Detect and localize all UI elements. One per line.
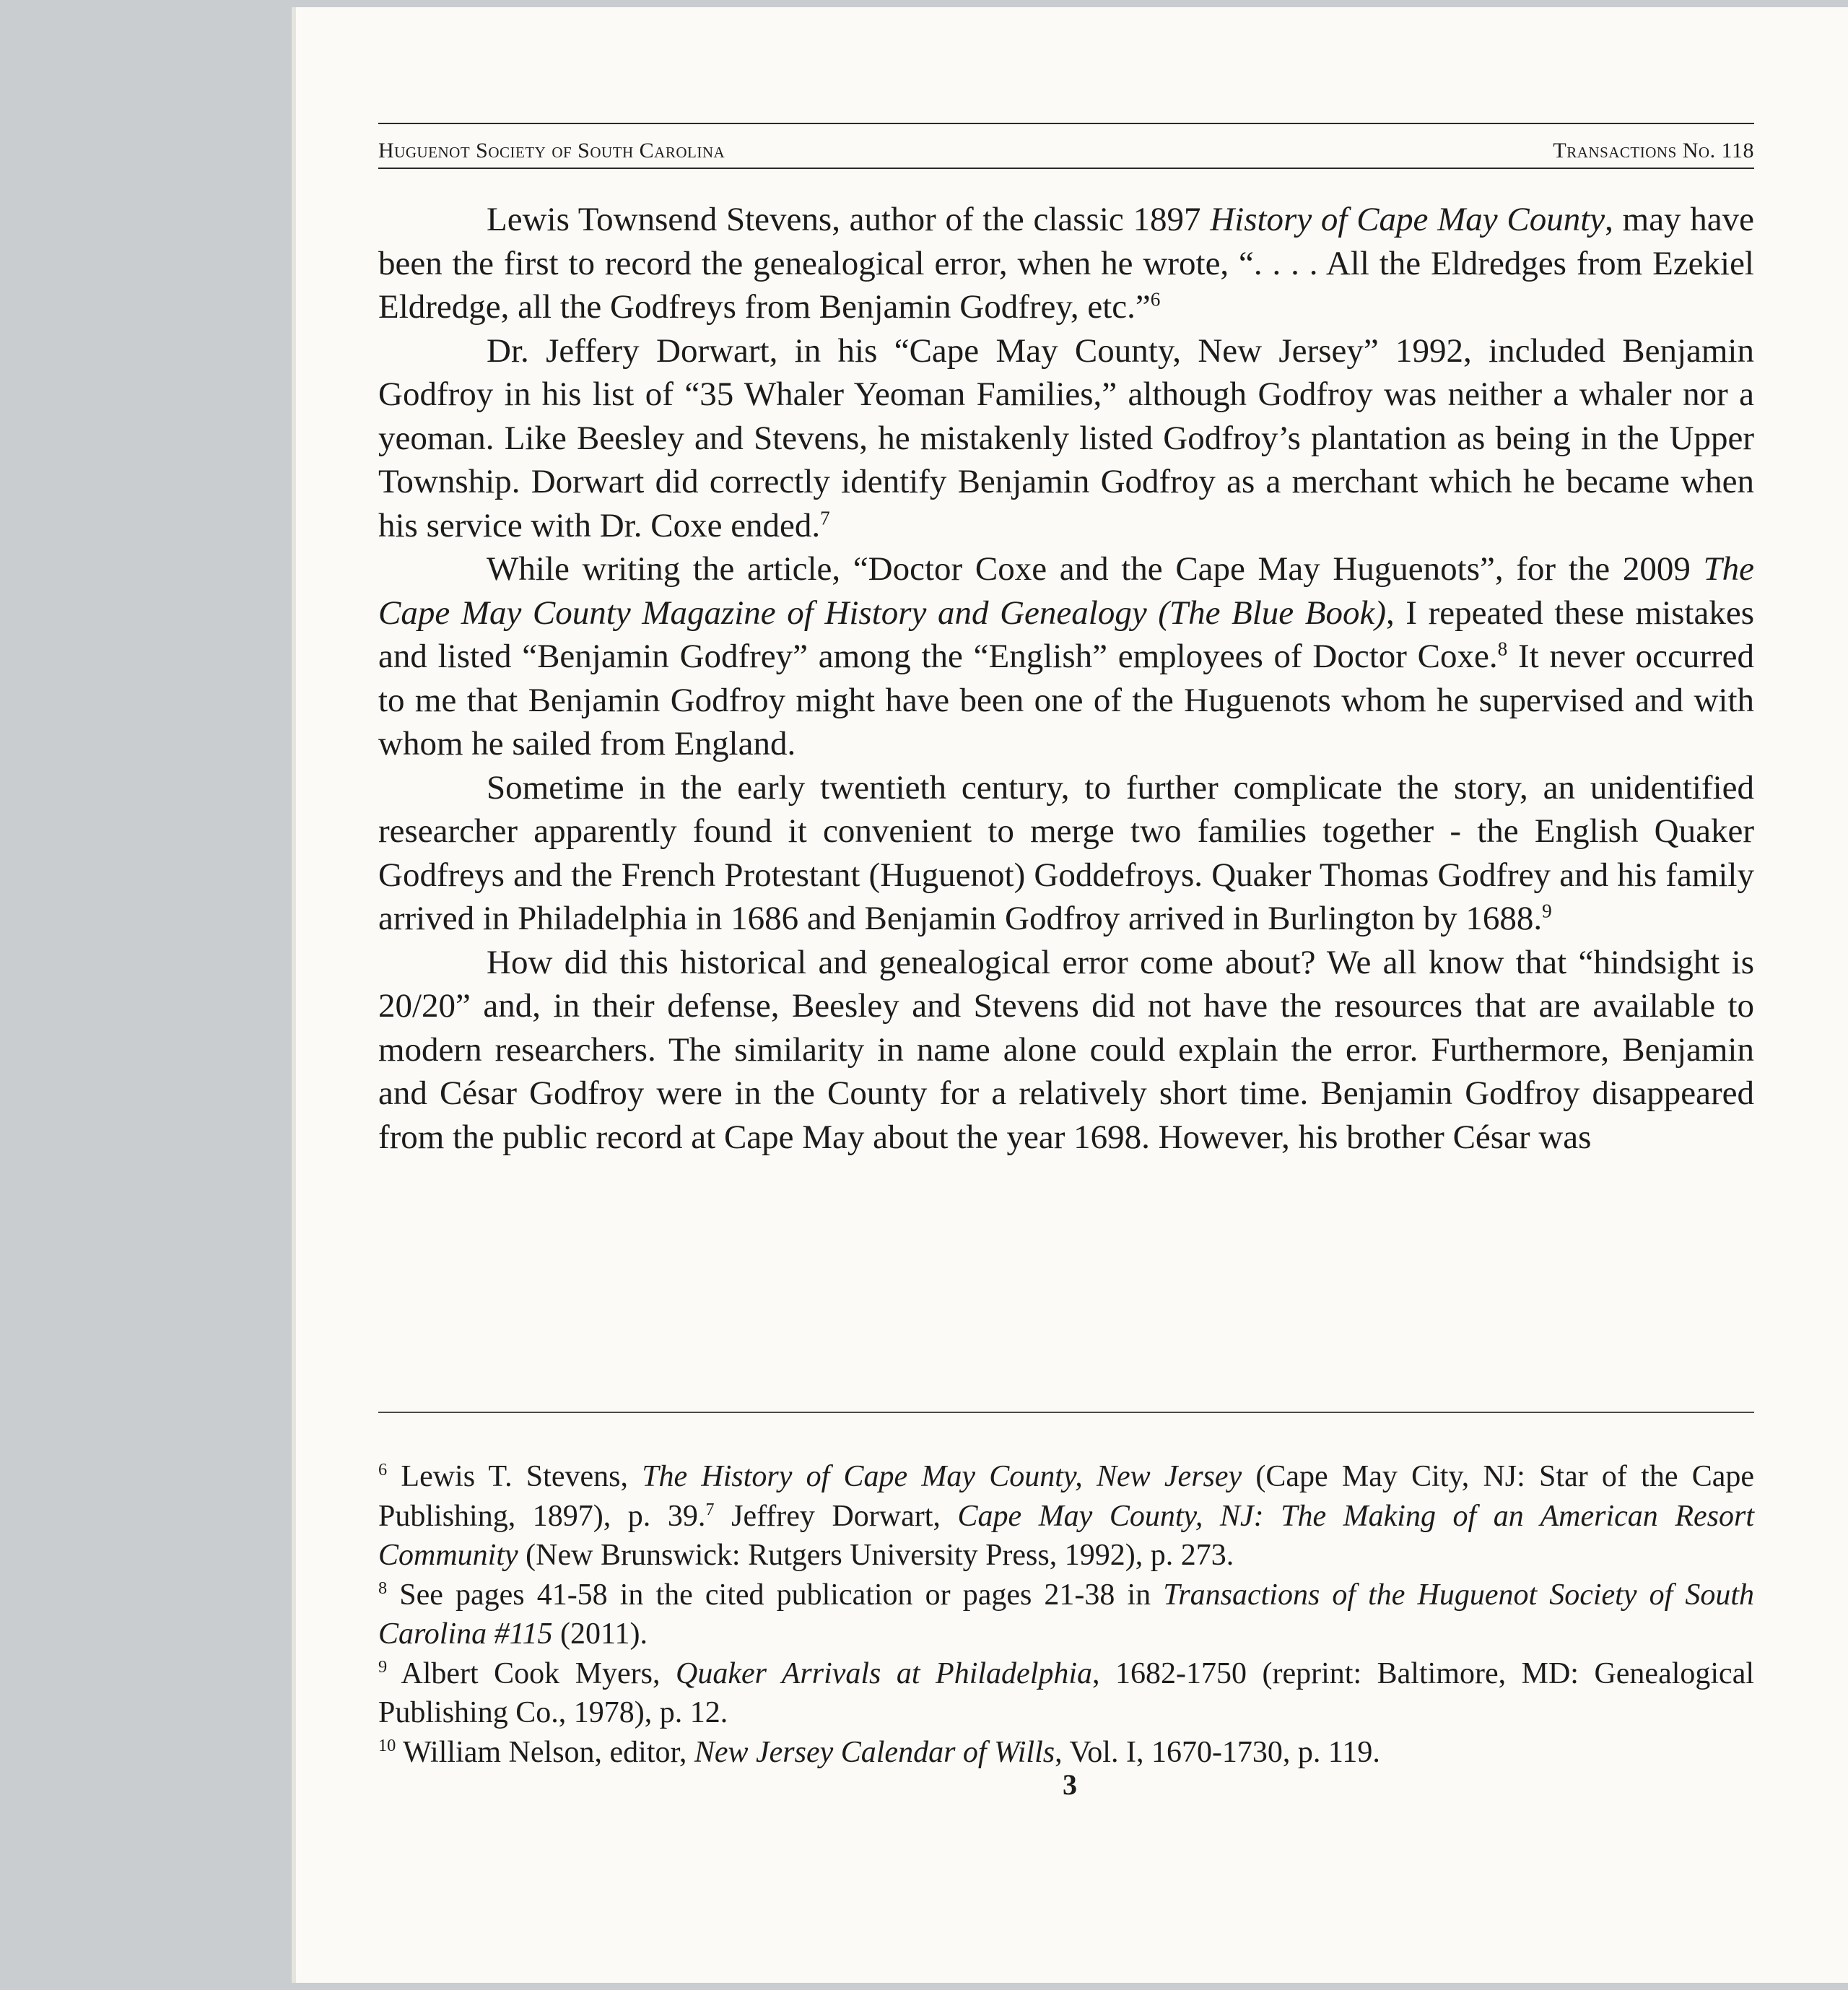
footnote-divider — [378, 1412, 1754, 1413]
running-header — [378, 123, 1754, 169]
paragraph-1: Lewis Townsend Stevens, author of the classic 1897 History of Cape May County, may have been the first to record the genealogical error, when he wrote, “. . . . All the Eldredges from Ezekiel Eldredge, all the Godfreys from Benjamin Godfrey, etc.”$^6$ — [378, 201, 1754, 326]
paragraph-4: Sometime in the early twentieth century, to further complicate the story, an unidentified researcher apparently found it convenient to merge two families together - the English Quaker Godfreys and the French Protestant (Huguenot) Goddefroys. Quaker Thomas Godfrey and his family arrived in Philadelphia in 1686 and Benjamin Godfroy arrived in Burlington by 1688.$^9$ — [378, 768, 1754, 937]
footnote-6-7: $^6$ Lewis T. Stevens, The History of Cape May County, New Jersey (Cape May City, NJ: Star of the Cape Publishing, 1897), p. 39.$^7$ Jeffrey Dorwart, Cape May County, NJ: The Making of an American Resort Community (New Brunswick: Rutgers University Press, 1992), p. 273. — [378, 1460, 1755, 1572]
header-society-name: Huguenot Society of South Carolina — [378, 139, 725, 162]
body-text — [378, 198, 1754, 1159]
footnote-10: $^{10}$ William Nelson, editor, New Jersey Calendar of Wills, Vol. I, 1670-1730, p. 119. — [378, 1735, 1380, 1769]
paragraph-2: Dr. Jeffery Dorwart, in his “Cape May County, New Jersey” 1992, included Benjamin Godfroy in his list of “35 Whaler Yeoman Families,” although Godfroy was neither a whaler nor a yeoman. Like Beesley and Stevens, he mistakenly listed Godfroy’s plantation as being in the Upper Township. Dorwart did correctly identify Benjamin Godfroy as a merchant which he became when his service with Dr. Coxe ended.$^7$ — [378, 331, 1754, 544]
paragraph-5: How did this historical and genealogical error come about? We all know that “hindsight is 20/20” and, in their defense, Beesley and Stevens did not have the resources that are available to modern researchers. The similarity in name alone could explain the error. Furthermore, Benjamin and César Godfroy were in the County for a relatively short time. Benjamin Godfroy disappeared from the public record at Cape May about the year 1698. However, his brother César was — [378, 943, 1754, 1156]
italic-title: The Cape May County Magazine of History and Genealogy (The Blue Book) — [378, 550, 1754, 632]
footnote-9: $^9$ Albert Cook Myers, Quaker Arrivals at Philadelphia, 1682-1750 (reprint: Baltimore, MD: Genealogical Publishing Co., 1978), p. 12. — [378, 1656, 1755, 1729]
footnotes — [378, 1457, 1754, 1772]
page-edge — [292, 7, 296, 1983]
page-number: 3 — [1063, 1768, 1077, 1801]
document-page — [292, 7, 1848, 1983]
footnote-8: $^8$ See pages 41-58 in the cited publication or pages 21-38 in Transactions of the Huguenot Society of South Carolina #115 (2011). — [378, 1578, 1754, 1651]
footnote-ref: 8 — [1497, 638, 1508, 660]
footnote-ref: 6 — [1150, 288, 1161, 310]
italic-title: History of Cape May County — [1210, 201, 1605, 238]
paragraph-3: While writing the article, “Doctor Coxe and the Cape May Huguenots”, for the 2009 The Cape May County Magazine of History and Genealogy (The Blue Book), I repeated these mistakes and listed “Benjamin Godfrey” among the “English” employees of Doctor Coxe.$^8$ It never occurred to me that Benjamin Godfroy might have been one of the Huguenots whom he supervised and with whom he sailed from England. — [378, 550, 1755, 762]
footnote-ref: 7 — [820, 506, 830, 529]
footnote-ref: 9 — [1542, 900, 1552, 922]
header-transactions-number: Transactions No. 118 — [1553, 139, 1754, 162]
